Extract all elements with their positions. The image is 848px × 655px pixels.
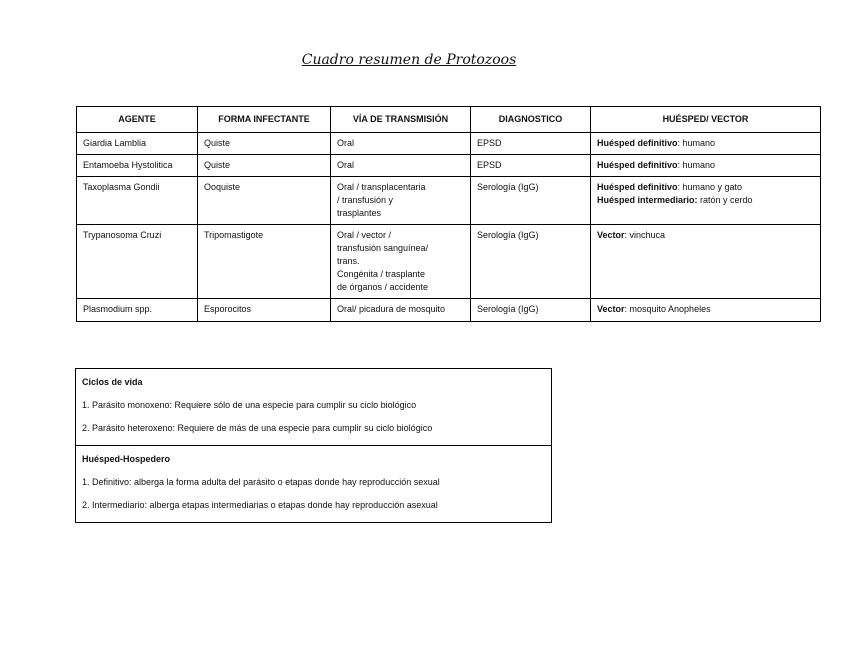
route-line: Congénita / trasplante — [337, 269, 426, 280]
host-value: : humano — [677, 160, 716, 171]
life-cycles-heading: Ciclos de vida — [82, 377, 143, 387]
cell-host-vector — [591, 155, 821, 177]
cell-host-vector — [591, 225, 821, 299]
cell-agent: Taxoplasma Gondii — [77, 177, 198, 225]
header-host-vector: HUÉSPED/ VECTOR — [591, 107, 821, 133]
host-label: Huésped definitivo — [597, 182, 678, 193]
cell-agent: Trypanosoma Cruzi — [77, 225, 198, 299]
table-body — [77, 133, 821, 322]
host-types-section — [76, 445, 551, 522]
route-line: transfusión sanguínea/ — [337, 243, 429, 254]
host-line — [597, 159, 814, 172]
cell-infective-form: Ooquiste — [198, 177, 331, 225]
route-line: Oral / transplacentaria — [337, 182, 426, 193]
table-row — [77, 225, 821, 299]
cell-agent: Giardia Lamblia — [77, 133, 198, 155]
header-agent: AGENTE — [77, 107, 198, 133]
host-line — [597, 194, 814, 207]
host-value: : humano — [677, 138, 716, 148]
host-line — [597, 303, 814, 316]
host-type-item: 2. Intermediario: alberga etapas intermediarias o etapas donde hay reproducción asexual — [82, 500, 438, 510]
cell-transmission-route — [331, 225, 471, 299]
table-row — [77, 133, 821, 155]
cell-host-vector — [591, 177, 821, 225]
host-value: : humano y gato — [677, 182, 743, 193]
cell-transmission-route — [331, 299, 471, 321]
table-row — [77, 299, 821, 321]
cell-host-vector — [591, 133, 821, 155]
life-cycle-item: 1. Parásito monoxeno: Requiere sólo de una especie para cumplir su ciclo biológico — [82, 400, 417, 410]
table-row — [77, 177, 821, 225]
cell-transmission-route — [331, 177, 471, 225]
cell-agent: Plasmodium spp. — [77, 299, 198, 321]
host-line — [597, 137, 814, 150]
cell-diagnosis: EPSD — [471, 133, 591, 155]
life-cycles-section — [76, 369, 551, 445]
host-type-item: 1. Definitivo: alberga la forma adulta del parásito o etapas donde hay reproducción sexual — [82, 477, 440, 487]
cell-infective-form: Quiste — [198, 155, 331, 177]
route-line: trasplantes — [337, 208, 382, 219]
cell-infective-form: Quiste — [198, 133, 331, 155]
header-infective-form: FORMA INFECTANTE — [198, 107, 331, 133]
host-line — [597, 229, 814, 242]
host-value: : vinchuca — [624, 230, 666, 241]
cell-host-vector — [591, 299, 821, 321]
route-line: Oral — [337, 138, 355, 148]
cell-infective-form: Tripomastigote — [198, 225, 331, 299]
host-types-heading: Huésped-Hospedero — [82, 454, 171, 464]
cell-diagnosis: Serología (IgG) — [471, 225, 591, 299]
header-diagnosis: DIAGNOSTICO — [471, 107, 591, 133]
cell-transmission-route — [331, 133, 471, 155]
header-transmission-route: VÍA DE TRANSMISIÓN — [331, 107, 471, 133]
cell-diagnosis: Serología (IgG) — [471, 177, 591, 225]
route-line: trans. — [337, 256, 360, 267]
host-label: Vector — [597, 230, 625, 241]
protozoa-table — [76, 106, 821, 322]
host-label: Huésped definitivo — [597, 160, 678, 171]
host-value: : mosquito Anopheles — [624, 304, 711, 315]
definitions-box — [75, 368, 552, 523]
route-line: Oral / vector / — [337, 230, 392, 241]
cell-infective-form: Esporocitos — [198, 299, 331, 321]
cell-agent: Entamoeba Hystolitica — [77, 155, 198, 177]
host-label: Huésped intermediario: — [597, 195, 698, 206]
life-cycle-item: 2. Parásito heteroxeno: Requiere de más de una especie para cumplir su ciclo biológico — [82, 423, 433, 433]
route-line: Oral — [337, 160, 355, 171]
cell-diagnosis: EPSD — [471, 155, 591, 177]
host-label: Vector — [597, 304, 625, 315]
host-line — [597, 181, 814, 194]
cell-transmission-route — [331, 155, 471, 177]
host-label: Huésped definitivo — [597, 138, 678, 148]
cell-diagnosis: Serología (IgG) — [471, 299, 591, 321]
route-line: / transfusión y — [337, 195, 394, 206]
table-row — [77, 155, 821, 177]
table-header-row — [77, 107, 821, 133]
route-line: Oral/ picadura de mosquito — [337, 304, 446, 315]
page-title: Cuadro resumen de Protozoos — [301, 52, 517, 68]
route-line: de órganos / accidente — [337, 282, 429, 293]
host-value: ratón y cerdo — [697, 195, 753, 206]
